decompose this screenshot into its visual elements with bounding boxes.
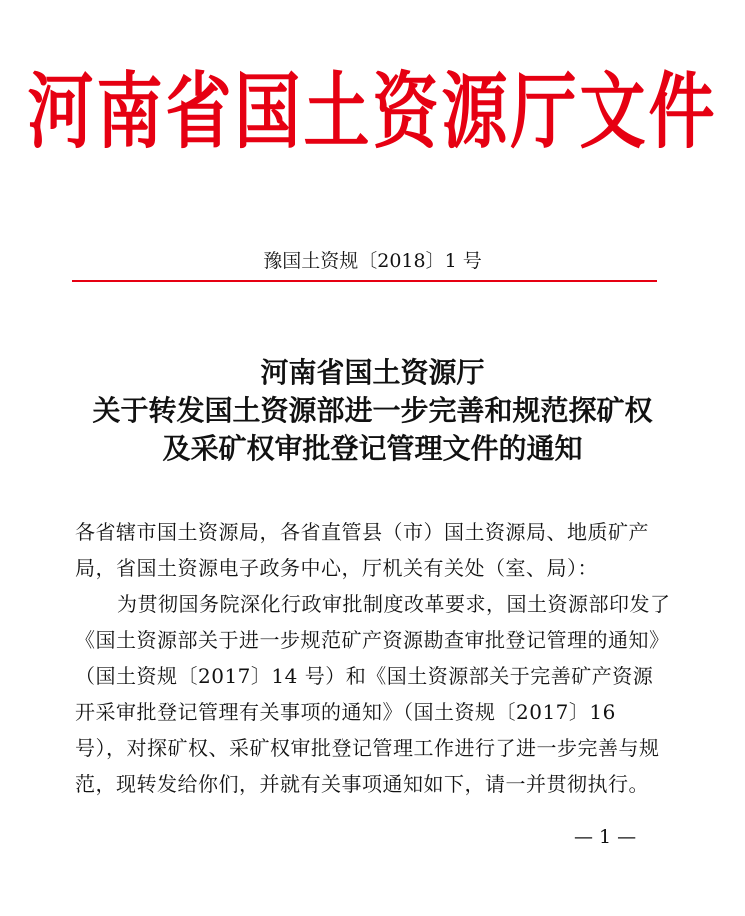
document-masthead: 河南省国土资源厅文件 (27, 62, 718, 160)
notice-title-line-3: 及采矿权审批登记管理文件的通知 (162, 432, 583, 465)
body-paragraph: 为贯彻国务院深化行政审批制度改革要求，国土资源部印发了《国土资源部关于进一步规范矿产资源勘查审批登记管理的通知》（国土资规〔2017〕14 号）和《国土资源部关于完善矿产资源开采审批登记管理有关事项的通知》（国土资规〔2017〕16 号），对探矿权、采矿权审批登记管理工作进行了进一步完善与规范，现转发给你们，并就有关事项通知如下，请一并贯彻执行。 (75, 592, 671, 796)
page-number: — 1 — (574, 826, 637, 848)
notice-title (0, 354, 745, 468)
document-number: 豫国土资规〔2018〕1 号 (263, 250, 482, 272)
notice-title-line-1: 河南省国土资源厅 (260, 356, 485, 389)
notice-title-line-2: 关于转发国土资源部进一步完善和规范探矿权 (92, 394, 653, 427)
red-divider-line (72, 280, 657, 282)
document-body (75, 514, 673, 802)
addressee-paragraph: 各省辖市国土资源局，各省直管县（市）国土资源局、地质矿产局，省国土资源电子政务中心，厅机关有关处（室、局）： (75, 520, 649, 580)
